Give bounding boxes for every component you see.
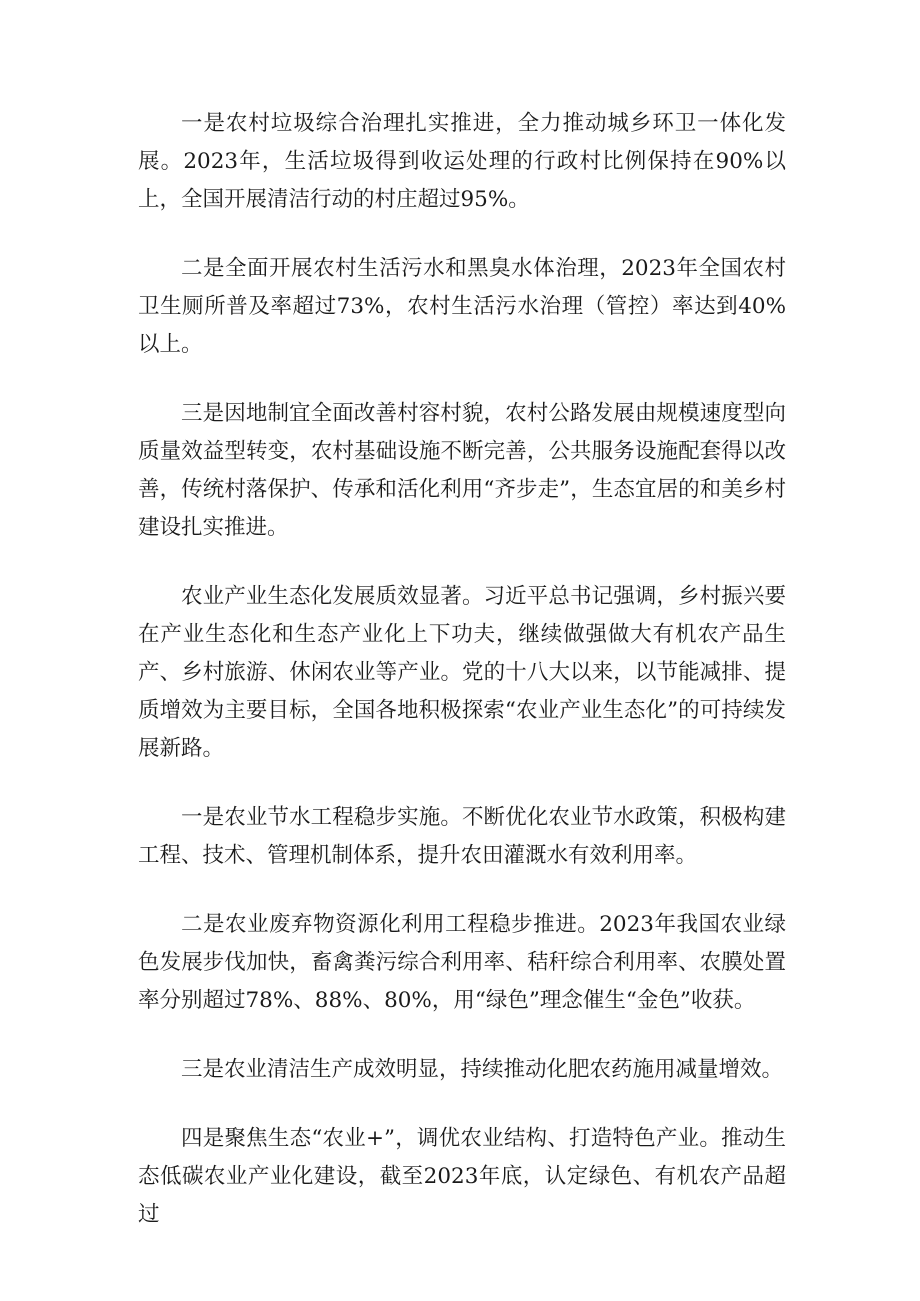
paragraph-water-saving: 一是农业节水工程稳步实施。不断优化农业节水政策，积极构建工程、技术、管理机制体系，提升农田灌溉水有效利用率。 [138,805,786,868]
paragraph-industry-ecologization: 农业产业生态化发展质效显著。习近平总书记强调，乡村振兴要在产业生态化和生态产业化上下功夫，继续做强做大有机农产品生产、乡村旅游、休闲农业等产业。党的十八大以来，以节能减排、提质增效为主要目标，全国各地积极探索“农业产业生态化”的可持续发展新路。 [138,584,786,761]
paragraph-village-appearance: 三是因地制宜全面改善村容村貌，农村公路发展由规模速度型向质量效益型转变，农村基础设施不断完善，公共服务设施配套得以改善，传统村落保护、传承和活化利用“齐步走”，生态宜居的和美乡村建设扎实推进。 [138,401,786,540]
paragraph-sewage-treatment: 二是全面开展农村生活污水和黑臭水体治理，2023年全国农村卫生厕所普及率超过73%，农村生活污水治理（管控）率达到40%以上。 [138,256,786,357]
document-body [138,105,786,1234]
paragraph-waste-recycling: 二是农业废弃物资源化利用工程稳步推进。2023年我国农业绿色发展步伐加快，畜禽粪污综合利用率、秸秆综合利用率、农膜处置率分别超过78%、88%、80%，用“绿色”理念催生“金色”收获。 [138,912,786,1013]
paragraph-clean-production: 三是农业清洁生产成效明显，持续推动化肥农药施用减量增效。 [181,1057,784,1082]
paragraph-rural-waste: 一是农村垃圾综合治理扎实推进，全力推动城乡环卫一体化发展。2023年，生活垃圾得到收运处理的行政村比例保持在90%以上，全国开展清洁行动的村庄超过95%。 [138,111,786,212]
paragraph-ecological-agriculture-plus: 四是聚焦生态“农业+”，调优农业结构、打造特色产业。推动生态低碳农业产业化建设，截至2023年底，认定绿色、有机农产品超过 [138,1126,786,1227]
